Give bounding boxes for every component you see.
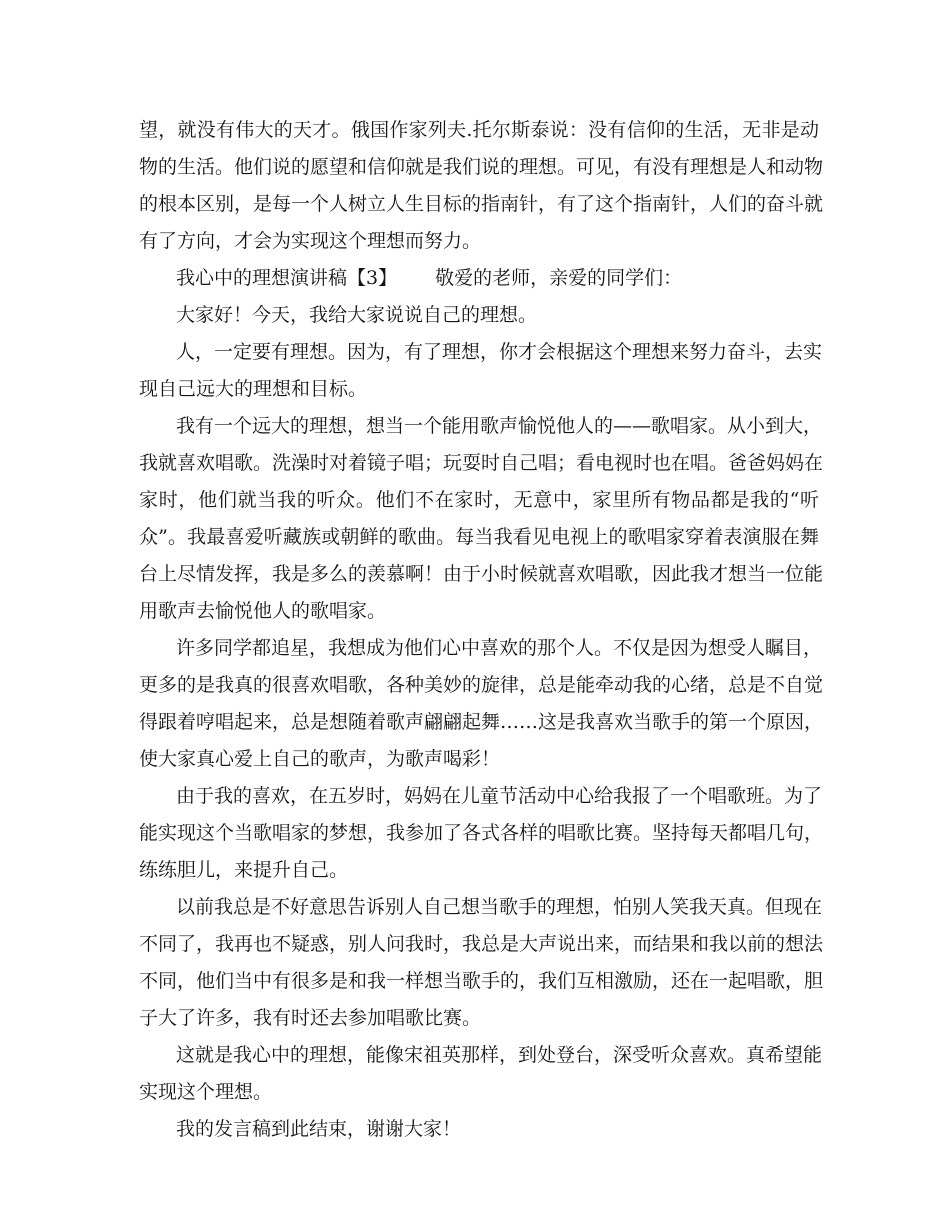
text-line: 我有一个远大的理想，想当一个能用歌声愉悦他人的——歌唱家。从小到大， bbox=[176, 415, 823, 437]
text-line: 以前我总是不好意思告诉别人自己想当歌手的理想，怕别人笑我天真。但现在 bbox=[176, 896, 823, 918]
text-line: 能实现这个当歌唱家的梦想，我参加了各式各样的唱歌比赛。坚持每天都唱几句， bbox=[139, 822, 824, 844]
text-line: 的根本区别，是每一个人树立人生目标的指南针，有了这个指南针，人们的奋斗就 bbox=[139, 193, 824, 215]
text-line: 物的生活。他们说的愿望和信仰就是我们说的理想。可见，有没有理想是人和动物 bbox=[139, 156, 824, 178]
text-line: 我的发言稿到此结束，谢谢大家！ bbox=[176, 1118, 462, 1140]
text-line: 大家好！今天，我给大家说说自己的理想。 bbox=[176, 304, 538, 326]
text-line: 这就是我心中的理想，能像宋祖英那样，到处登台，深受听众喜欢。真希望能 bbox=[176, 1044, 823, 1066]
text-line: 许多同学都追星，我想成为他们心中喜欢的那个人。不仅是因为想受人瞩目， bbox=[176, 637, 823, 659]
text-line: 更多的是我真的很喜欢唱歌，各种美妙的旋律，总是能牵动我的心绪，总是不自觉 bbox=[139, 674, 824, 696]
text-line: 使大家真心爱上自己的歌声，为歌声喝彩！ bbox=[139, 748, 501, 770]
section-heading-line bbox=[176, 266, 819, 290]
text-line: 不同了，我再也不疑惑，别人问我时，我总是大声说出来，而结果和我以前的想法 bbox=[139, 933, 824, 955]
text-line: 人，一定要有理想。因为，有了理想，你才会根据这个理想来努力奋斗，去实 bbox=[176, 341, 823, 363]
text-line: 实现这个理想。 bbox=[139, 1081, 273, 1103]
section-heading: 我心中的理想演讲稿【3】 bbox=[176, 267, 398, 289]
text-line: 望，就没有伟大的天才。俄国作家列夫.托尔斯泰说：没有信仰的生活，无非是动 bbox=[139, 119, 819, 141]
text-line: 台上尽情发挥，我是多么的羡慕啊！由于小时候就喜欢唱歌，因此我才想当一位能 bbox=[139, 563, 824, 585]
text-line: 用歌声去愉悦他人的歌唱家。 bbox=[139, 600, 387, 622]
salutation: 敬爱的老师，亲爱的同学们： bbox=[435, 267, 683, 289]
text-line: 我就喜欢唱歌。洗澡时对着镜子唱；玩耍时自己唱；看电视时也在唱。爸爸妈妈在 bbox=[139, 452, 824, 474]
text-line: 众”。我最喜爱听藏族或朝鲜的歌曲。每当我看见电视上的歌唱家穿着表演服在舞 bbox=[139, 526, 819, 548]
text-line: 练练胆儿，来提升自己。 bbox=[139, 859, 349, 881]
text-line: 子大了许多，我有时还去参加唱歌比赛。 bbox=[139, 1007, 482, 1029]
text-line: 有了方向，才会为实现这个理想而努力。 bbox=[139, 230, 482, 252]
text-line: 家时，他们就当我的听众。他们不在家时，无意中，家里所有物品都是我的“听 bbox=[139, 489, 819, 511]
text-line: 得跟着哼唱起来，总是想随着歌声翩翩起舞……这是我喜欢当歌手的第一个原因， bbox=[139, 711, 824, 733]
text-line: 不同，他们当中有很多是和我一样想当歌手的，我们互相激励，还在一起唱歌，胆 bbox=[139, 970, 824, 992]
text-line: 由于我的喜欢，在五岁时，妈妈在儿童节活动中心给我报了一个唱歌班。为了 bbox=[176, 785, 823, 807]
text-line: 现自己远大的理想和目标。 bbox=[139, 378, 368, 400]
